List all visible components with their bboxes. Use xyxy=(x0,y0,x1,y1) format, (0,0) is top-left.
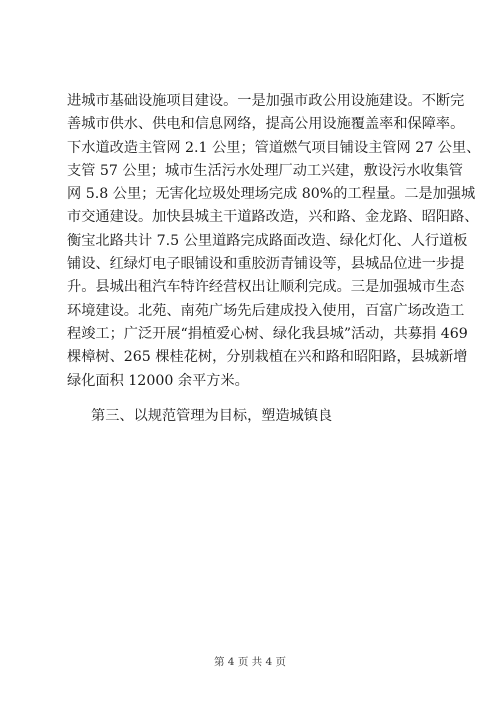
text-line: 支管 57 公里；城市生活污水处理厂动工兴建，敷设污水收集管 xyxy=(67,162,463,179)
text-line: 绿化面积 12000 余平方米。 xyxy=(67,372,249,389)
paragraph-1 xyxy=(67,90,481,393)
text-line: 衡宝北路共计 7.5 公里道路完成路面改造、绿化灯化、人行道板 xyxy=(67,232,468,249)
document-body xyxy=(67,90,481,428)
page-number-footer: 第 4 页 共 4 页 xyxy=(213,656,287,668)
text-line: 下水道改造主管网 2.1 公里；管道燃气项目铺设主管网 27 公里、 xyxy=(67,139,481,156)
text-line: 铺设、红绿灯电子眼铺设和重胶沥青铺设等，县城品位进一步提 xyxy=(67,256,465,273)
text-line: 进城市基础设施项目建设。一是加强市政公用设施建设。不断完 xyxy=(67,93,465,109)
paragraph-2 xyxy=(67,405,452,428)
text-line: 市交通建设。加快县城主干道路改造，兴和路、金龙路、昭阳路、 xyxy=(67,209,479,226)
text-line: 棵樟树、265 棵桂花树，分别栽植在兴和路和昭阳路，县城新增 xyxy=(67,349,468,366)
text-line: 环境建设。北苑、南苑广场先后建成投入使用，百富广场改造工 xyxy=(67,302,465,319)
text-line: 第三、以规范管理为目标，塑造城镇良 xyxy=(91,407,333,424)
text-line: 网 5.8 公里；无害化垃圾处理场完成 80%的工程量。二是加强城 xyxy=(67,186,476,203)
text-line: 善城市供水、供电和信息网络，提高公用设施覆盖率和保障率。 xyxy=(67,116,465,133)
text-line: 升。县城出租汽车特许经营权出让顺利完成。三是加强城市生态 xyxy=(67,279,465,296)
text-line: 程竣工；广泛开展“捐植爱心树、绿化我县城”活动，共募捐 469 xyxy=(67,325,468,342)
